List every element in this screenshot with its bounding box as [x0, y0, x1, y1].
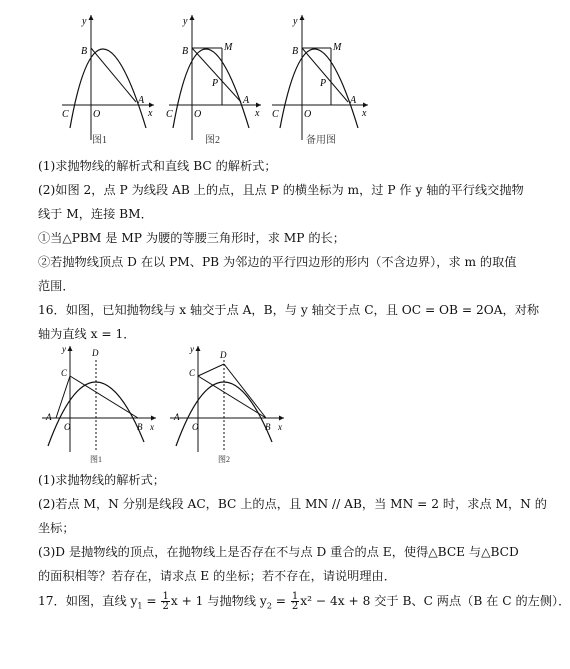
- label-B: B: [182, 46, 189, 57]
- numerator: 1: [291, 591, 299, 602]
- label-y: y: [293, 16, 298, 27]
- label-A: A: [138, 95, 145, 106]
- text-line: 坐标；: [38, 521, 75, 535]
- text-line: (2)如图 2，点 P 为线段 AB 上的点，且点 P 的横坐标为 m，过 P 作 y 轴的平行线交抛物: [38, 183, 524, 197]
- text-seg: 17．如图，直线 y: [38, 594, 138, 608]
- text-line: ①当△PBM 是 MP 为腰的等腰三角形时，求 MP 的长；: [38, 231, 345, 245]
- fraction: [291, 592, 299, 611]
- label-C: C: [272, 109, 279, 120]
- text-line: 范围．: [38, 279, 75, 293]
- text-line: (2)若点 M，N 分别是线段 AC，BC 上的点，且 MN // AB，当 MN = 2 时，求点 M，N 的: [38, 497, 547, 511]
- label-O: O: [64, 422, 71, 432]
- denominator: 2: [162, 601, 169, 612]
- label-C: C: [61, 368, 68, 378]
- label-B: B: [292, 46, 299, 57]
- label-A: A: [350, 95, 357, 106]
- problem-17-line: [38, 592, 570, 614]
- text-seg: x² − 4x + 8 交于 B、C 两点（B 在 C 的左侧）．: [300, 594, 570, 608]
- caption: 图1: [92, 135, 107, 146]
- label-x: x: [278, 422, 282, 432]
- subscript: 1: [137, 601, 143, 611]
- problem-16-line: 轴为直线 x = 1．: [38, 327, 136, 341]
- label-y: y: [190, 344, 194, 354]
- fraction: [161, 592, 169, 611]
- label-y: y: [62, 344, 66, 354]
- caption: 图2: [205, 135, 220, 146]
- figure-2-mid: [168, 342, 288, 467]
- label-C: C: [166, 109, 173, 120]
- label-A: A: [174, 412, 180, 422]
- figure-1-top: [58, 10, 158, 150]
- figure-1-mid: [40, 342, 160, 467]
- figure-3-top: [272, 10, 372, 150]
- denominator: 2: [291, 601, 299, 612]
- text-line: 的面积相等？若存在，请求点 E 的坐标；若不存在，请说明理由．: [38, 569, 396, 583]
- label-y: y: [82, 16, 87, 27]
- caption: 图2: [218, 455, 230, 464]
- label-D: D: [92, 348, 99, 358]
- problem-16-line: 16．如图，已知抛物线与 x 轴交于点 A，B，与 y 轴交于点 C，且 OC = OB = 2OA，对称: [38, 303, 540, 317]
- numerator: 1: [162, 591, 169, 602]
- label-A: A: [46, 412, 52, 422]
- label-y: y: [183, 16, 188, 27]
- label-P: P: [212, 78, 219, 89]
- label-B: B: [137, 422, 143, 432]
- label-C: C: [62, 109, 69, 120]
- label-x: x: [255, 108, 260, 119]
- caption: 图1: [90, 455, 102, 464]
- label-x: x: [150, 422, 154, 432]
- label-D: D: [220, 350, 227, 360]
- text-line: (3)D 是抛物线的顶点，在抛物线上是否存在不与点 D 重合的点 E，使得△BCE 与△BCD: [38, 545, 519, 559]
- label-M: M: [224, 42, 233, 53]
- text-line: (1)求抛物线的解析式；: [38, 473, 165, 487]
- label-x: x: [148, 108, 153, 119]
- text-seg: =: [271, 594, 290, 608]
- label-O: O: [93, 109, 101, 120]
- text-seg: x + 1 与抛物线 y: [170, 594, 267, 608]
- label-P: P: [320, 78, 327, 89]
- text-seg: =: [142, 594, 161, 608]
- label-B: B: [81, 46, 88, 57]
- figure-2-top: [165, 10, 265, 150]
- label-x: x: [362, 108, 367, 119]
- label-O: O: [192, 422, 199, 432]
- caption: 备用图: [306, 135, 336, 146]
- label-O: O: [194, 109, 202, 120]
- text-line: ②若抛物线顶点 D 在以 PM、PB 为邻边的平行四边形的形内（不含边界），求 m 的取值: [38, 255, 517, 269]
- label-C: C: [189, 368, 196, 378]
- text-line: (1)求抛物线的解析式和直线 BC 的解析式；: [38, 159, 277, 173]
- text-line: 线于 M，连接 BM．: [38, 207, 153, 221]
- label-A: A: [243, 95, 250, 106]
- label-M: M: [333, 42, 342, 53]
- label-O: O: [304, 109, 312, 120]
- label-B: B: [265, 422, 271, 432]
- subscript: 2: [266, 601, 272, 611]
